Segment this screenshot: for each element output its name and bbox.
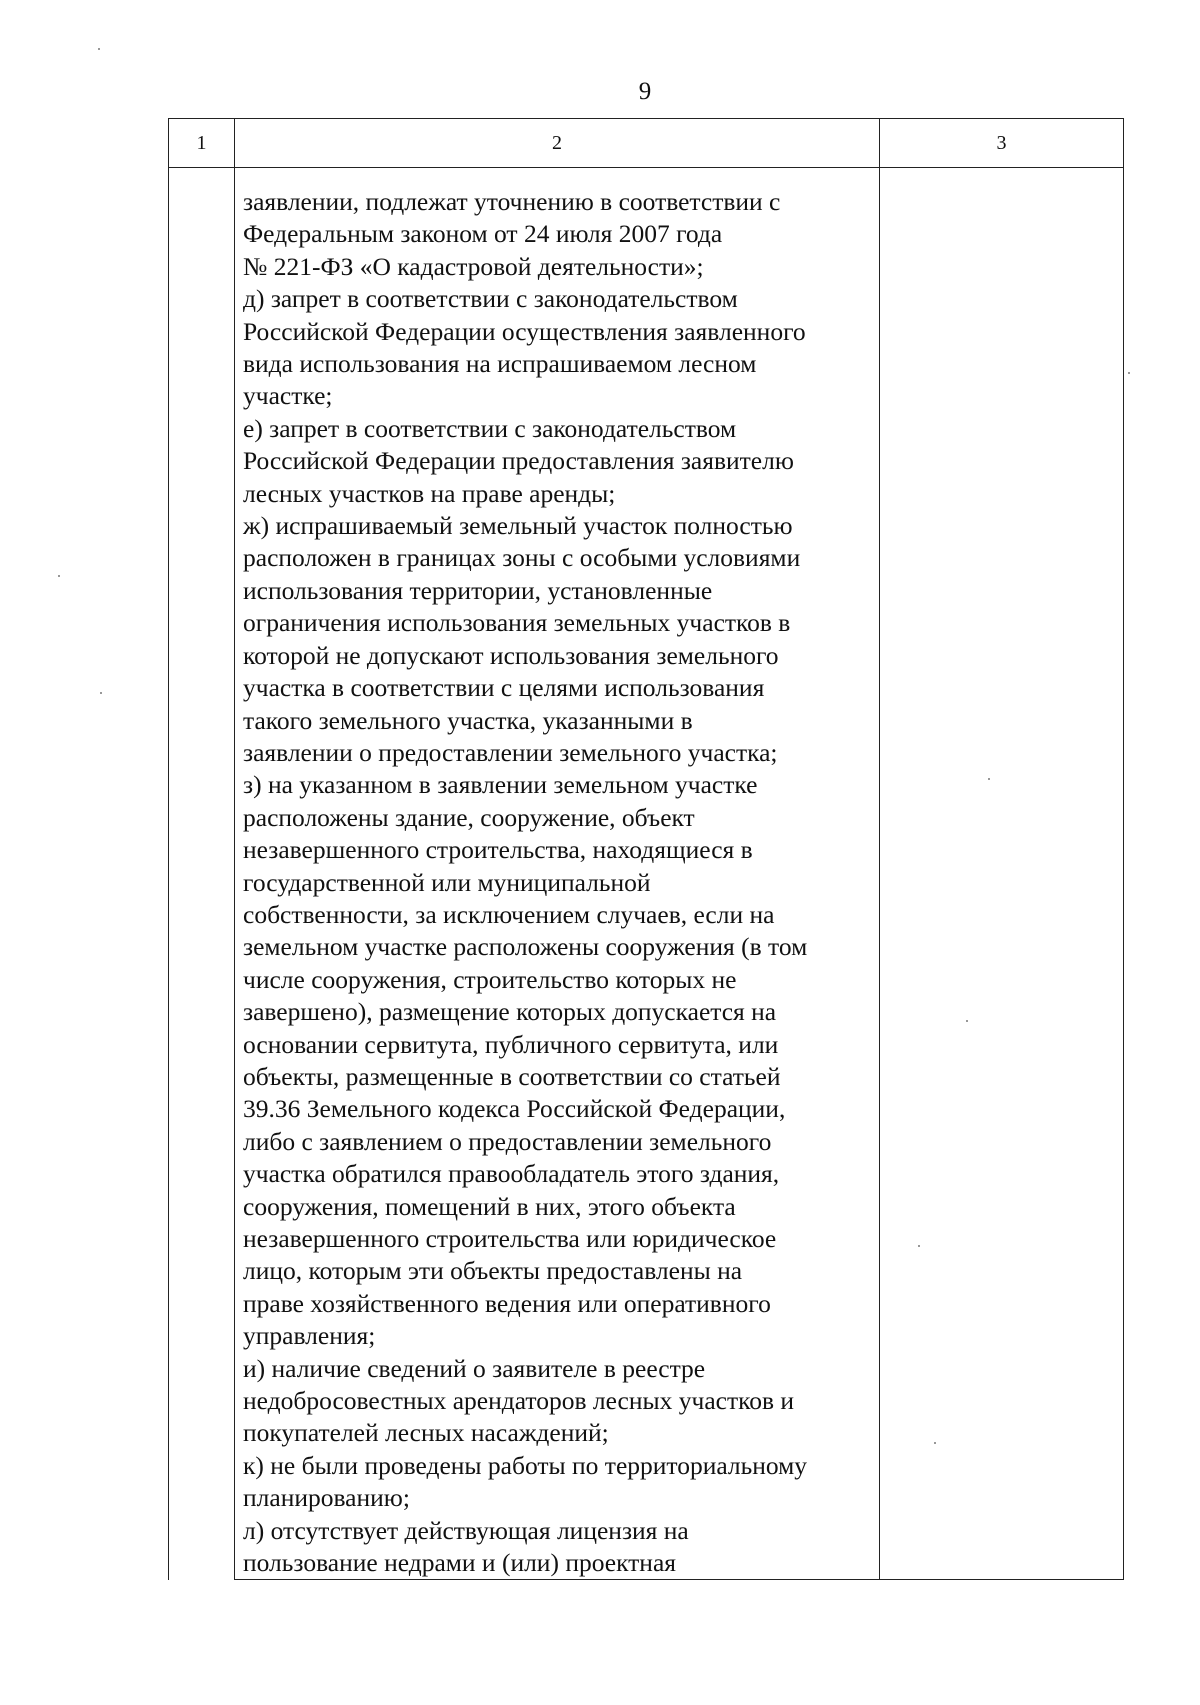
- text-line: участке;: [243, 381, 333, 411]
- text-line: земельном участке расположены сооружения (в том: [243, 932, 808, 962]
- scan-speck: [988, 778, 990, 780]
- scan-speck: [58, 575, 60, 577]
- text-line: з) на указанном в заявлении земельном участке: [243, 770, 758, 800]
- text-line: ограничения использования земельных участков в: [243, 608, 791, 638]
- text-line: расположены здание, сооружение, объект: [243, 802, 695, 832]
- text-line: объекты, размещенные в соответствии со статьей: [243, 1061, 781, 1091]
- table-header-row: [169, 119, 1124, 168]
- column-3-cell: [880, 168, 1124, 1580]
- text-line: покупателей лесных насаждений;: [243, 1418, 609, 1448]
- text-line: ж) испрашиваемый земельный участок полностью: [243, 511, 793, 541]
- text-line: планированию;: [243, 1483, 410, 1513]
- text-line: участка обратился правообладатель этого здания,: [243, 1159, 780, 1189]
- text-line: расположен в границах зоны с особыми условиями: [243, 543, 801, 573]
- text-line: такого земельного участка, указанными в: [243, 705, 693, 735]
- text-line: завершено), размещение которых допускается на: [243, 997, 777, 1027]
- scan-speck: [934, 1442, 936, 1444]
- text-line: Российской Федерации предоставления заявителю: [243, 446, 794, 476]
- scan-speck: [918, 1245, 920, 1247]
- text-line: Российской Федерации осуществления заявленного: [243, 316, 806, 346]
- page-number: 9: [638, 78, 652, 105]
- column-header-1: 1: [169, 119, 235, 168]
- column-1-cell: [169, 168, 235, 1580]
- text-line: заявлении, подлежат уточнению в соответствии с: [243, 187, 781, 216]
- text-line: праве хозяйственного ведения или оперативного: [243, 1288, 771, 1318]
- text-line: незавершенного строительства, находящиеся в: [243, 835, 753, 865]
- scan-speck: [100, 692, 102, 694]
- text-line: государственной или муниципальной: [243, 867, 651, 897]
- scan-speck: [98, 48, 100, 50]
- text-line: пользование недрами и (или) проектная: [243, 1548, 676, 1578]
- text-line: сооружения, помещений в них, этого объекта: [243, 1191, 736, 1221]
- text-line: к) не были проведены работы по территориальному: [243, 1450, 808, 1480]
- text-line: использования территории, установленные: [243, 575, 713, 605]
- text-line: незавершенного строительства или юридическое: [243, 1224, 777, 1253]
- column-header-3: 3: [880, 119, 1124, 168]
- text-line: либо с заявлением о предоставлении земельного: [243, 1126, 772, 1156]
- column-2-text: [235, 168, 879, 1579]
- text-line: лесных участков на праве аренды;: [243, 478, 616, 508]
- text-line: недобросовестных арендаторов лесных участков и: [243, 1386, 795, 1416]
- text-line: участка в соответствии с целями использования: [243, 673, 765, 703]
- document-table: [168, 118, 1124, 1580]
- text-line: № 221-ФЗ «О кадастровой деятельности»;: [243, 251, 704, 281]
- text-line: Федеральным законом от 24 июля 2007 года: [243, 219, 723, 249]
- text-line: собственности, за исключением случаев, если на: [243, 899, 775, 929]
- scan-speck: [966, 1020, 968, 1022]
- text-line: л) отсутствует действующая лицензия на: [243, 1515, 689, 1545]
- text-line: вида использования на испрашиваемом лесном: [243, 349, 757, 379]
- column-header-2: 2: [235, 119, 880, 168]
- text-line: основании сервитута, публичного сервитута, или: [243, 1029, 779, 1059]
- text-line: числе сооружения, строительство которых не: [243, 964, 737, 994]
- text-line: д) запрет в соответствии с законодательством: [243, 284, 738, 314]
- table-row: [169, 168, 1124, 1580]
- column-2-cell: [235, 168, 880, 1580]
- text-line: которой не допускают использования земельного: [243, 640, 779, 670]
- text-line: лицо, которым эти объекты предоставлены на: [243, 1256, 743, 1286]
- text-line: 39.36 Земельного кодекса Российской Федерации,: [243, 1094, 786, 1124]
- text-line: управления;: [243, 1321, 376, 1351]
- text-line: заявлении о предоставлении земельного участка;: [243, 737, 778, 767]
- text-line: е) запрет в соответствии с законодательством: [243, 413, 737, 443]
- text-line: и) наличие сведений о заявителе в реестре: [243, 1353, 706, 1383]
- scan-speck: [1128, 372, 1130, 374]
